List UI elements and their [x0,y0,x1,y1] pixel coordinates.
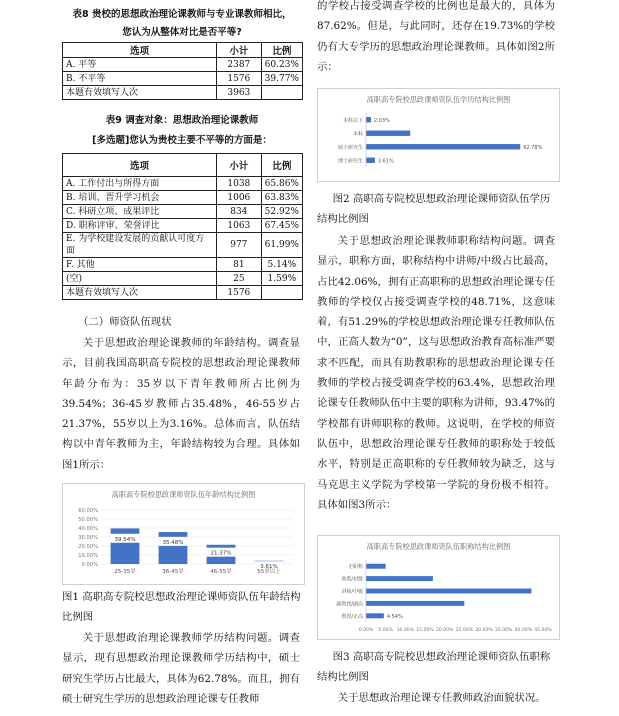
section-heading: （二）师资队伍现状 [78,316,172,328]
table-cell [261,286,302,300]
x-tick-label: 40.00% [514,628,533,633]
bar [366,589,531,594]
bar [111,528,140,564]
bar-data-label: 39.54% [114,536,136,543]
table-row [63,177,303,191]
x-tick-label: 0.00% [358,628,374,633]
table-cell: 65.86% [261,177,302,191]
table-cell: B. 培训、晋升学习机会 [63,191,217,205]
bar [366,117,371,122]
table-cell: 61.99% [261,233,302,258]
figure2-caption: 图2 高职高专院校思想政治理论课师资队伍学历结构比例图 [317,193,551,225]
table-cell: F. 其他 [63,258,217,272]
table-cell: B. 不平等 [63,72,217,86]
left-paragraph-age: 关于思想政治理论课教师的年龄结构。调查显示，目前我国高职高专院校的思想政治理论课教师年龄分布为：35岁以下青年教师所占比例为39.54%；36-45岁教师占35.48%，46-55岁占21.37%，55岁以上为3.16%。总体而言，队伍结构以中青年教师为主，年龄结构较为合理。具体如图1所示： [62,337,300,471]
table-cell: (空) [63,272,217,286]
table9-header-row [63,154,303,177]
y-tick-label: 助教/初级 [341,576,363,583]
y-tick-label: 60.00% [78,508,98,514]
table-cell: 67.45% [261,219,302,233]
table-header-cell: 比例 [261,154,302,177]
table-cell: 1576 [216,72,261,86]
table-row [63,72,303,86]
table-row [63,191,303,205]
table-row [63,272,303,286]
table-cell: 本题有效填写人次 [63,86,217,100]
table8-header-row [63,43,303,58]
bar-data-label: 3.61% [260,564,278,571]
table-cell: E. 为学校建设发展的贡献认可度方面 [63,233,217,258]
bar [366,564,386,569]
x-tick-label: 15.00% [416,628,434,633]
table-cell: 2387 [216,58,261,72]
table-cell: 25 [217,272,262,286]
table-cell: 5.14% [261,258,302,272]
table9-caption-line2: [多选题]您认为贵校主要不平等的方面是： [92,135,272,146]
table-header-cell: 选项 [63,154,217,177]
right-paragraph-political: 关于思想政治理论课专任教师政治面貌状况。 [337,692,546,704]
table-cell: 1.59% [261,272,302,286]
bar-data-label: 35.48% [162,539,184,546]
x-tick-label: 5.00% [378,628,393,633]
bar-data-label: 2.03% [373,117,390,124]
chart3-svg [318,536,559,639]
y-tick-label: 讲师/中级 [341,589,363,595]
table-row [63,258,303,272]
x-tick-label: 25-35岁 [114,569,136,575]
chart-title: 高职高专院校思政课师资队伍年龄结构比例图 [111,490,256,499]
y-tick-label: 副教授/副高 [336,601,363,608]
figure3-caption: 图3 高职高专院校思想政治理论课师资队伍职称结构比例图 [317,651,551,683]
table-cell: 1576 [217,286,262,300]
bar [366,131,410,136]
table-header-cell: 比例 [261,43,302,58]
table-cell: 60.23% [261,58,302,72]
table-cell: 1038 [217,177,262,191]
bar [366,601,464,606]
table-cell: 1006 [217,191,262,205]
x-tick-label: 20.00% [435,628,454,633]
right-paragraph-title-structure: 关于思想政治理论课教师职称结构问题。调查显示，职称方面，职称结构中讲师/中级占比最高，占比42.06%，拥有正高职称的思想政治理论课专任教师的学校仅占接受调查学校的48.71%，这意味着，有51.29%的学校思想政治理论课专任教师队伍中，正高人数为“0”，这与思想政治教育高标准严要求不匹配，而具有助教职称的思想政治理论课专任教师的学校占接受调查学校的63.4%，思想政治理论课专任教师队伍中主要的职称为讲师，93.47%的学校都有讲师职称的教师。这说明，在学校的师资队伍中，思想政治理论课专任教师的职称处于较低水平，特别是正高职称的专任教师较为缺乏，这与马克思主义学院为学校第一学院的身份极不相符。具体如图3所示： [317,235,555,511]
y-tick-label: 教授/正高 [341,613,363,620]
left-paragraph-education: 关于思想政治理论课教师学历结构问题。调查显示，现有思想政治理论课教师学历结构中，硕士研究生学历占比最大，具体为62.78%。而且，拥有硕士研究生学历的思想政治理论课专任教师 [62,632,300,705]
table-cell: 977 [217,233,262,258]
y-tick-label: 本科以下 [342,117,363,124]
y-tick-label: 30.00% [78,535,98,541]
table-row [63,86,303,100]
bar [366,158,375,163]
figure1-chart [62,483,305,585]
table-cell: 834 [217,205,262,219]
y-tick-label: 无职称 [347,564,363,571]
bar-data-label: 62.78% [523,144,543,151]
x-tick-label: 46-55岁 [210,569,232,575]
table8 [62,42,303,100]
chart1-svg [63,484,304,584]
x-tick-label: 36-45岁 [162,569,184,575]
bar-data-label: 21.37% [210,550,232,557]
table-header-cell: 小计 [217,154,262,177]
bar [366,613,384,618]
table-cell [261,86,302,100]
y-tick-label: 20.00% [78,544,98,550]
chart-title: 高职高专院校思政课师资队伍职称结构比例图 [366,542,511,551]
table-cell: D. 职称评审、荣誉评比 [63,219,217,233]
table9 [62,153,303,300]
x-tick-label: 35.00% [494,628,513,633]
chart2-svg [318,89,559,181]
bar-data-label: 4.54% [386,613,403,620]
bar [159,532,188,564]
table-row [63,219,303,233]
table-cell: A. 平等 [63,58,217,72]
table9-caption-line1: 表9 调查对象：思想政治理论课教师 [105,115,259,126]
table-cell: 1063 [217,219,262,233]
x-tick-label: 25.00% [455,628,474,633]
table-row [63,233,303,258]
right-paragraph-education-cont: 的学校占接受调查学校的比例也是最大的，具体为87.62%。但是，与此同时，还存在19.73%的学校仍有大专学历的思想政治理论课教师。具体如图2所示： [317,0,555,73]
table-cell: C. 科研立项、成果评比 [63,205,217,219]
table-row [63,286,303,300]
table-cell: A. 工作付出与所得方面 [63,177,217,191]
figure2-chart [317,88,560,182]
table-cell: 81 [217,258,262,272]
bar [366,576,433,581]
table-cell: 52.92% [261,205,302,219]
table8-caption-line2: 您认为从整体对比是否平等? [122,27,242,38]
x-tick-label: 30.00% [475,628,493,633]
x-tick-label: 10.00% [396,628,415,633]
table-row [63,58,303,72]
bar-data-label: 3.61% [377,158,394,165]
y-tick-label: 0.00% [81,562,98,568]
y-tick-label: 50.00% [78,517,98,523]
table-header-cell: 小计 [216,43,261,58]
table-cell: 63.83% [261,191,302,205]
table-row [63,205,303,219]
figure3-chart [317,535,560,640]
x-tick-label: 55岁以上 [257,569,281,575]
table-cell: 本题有效填写人次 [63,286,217,300]
chart-title: 高职高专院校思政课师资队伍学历结构比例图 [366,95,511,104]
y-tick-label: 40.00% [78,526,98,532]
y-tick-label: 本科 [352,131,363,138]
figure1-caption: 图1 高职高专院校思想政治理论课师资队伍年龄结构比例图 [62,591,301,623]
y-tick-label: 硕士研究生 [337,144,363,151]
y-tick-label: 10.00% [78,553,98,559]
x-tick-label: 45.00% [534,628,552,633]
table-cell: 39.77% [261,72,302,86]
table-cell: 3963 [216,86,261,100]
table-header-cell: 选项 [63,43,217,58]
table8-caption-line1: 表8 贵校的思想政治理论课教师与专业课教师相比， [72,9,292,20]
bar [366,144,520,149]
y-tick-label: 博士研究生 [337,158,363,165]
